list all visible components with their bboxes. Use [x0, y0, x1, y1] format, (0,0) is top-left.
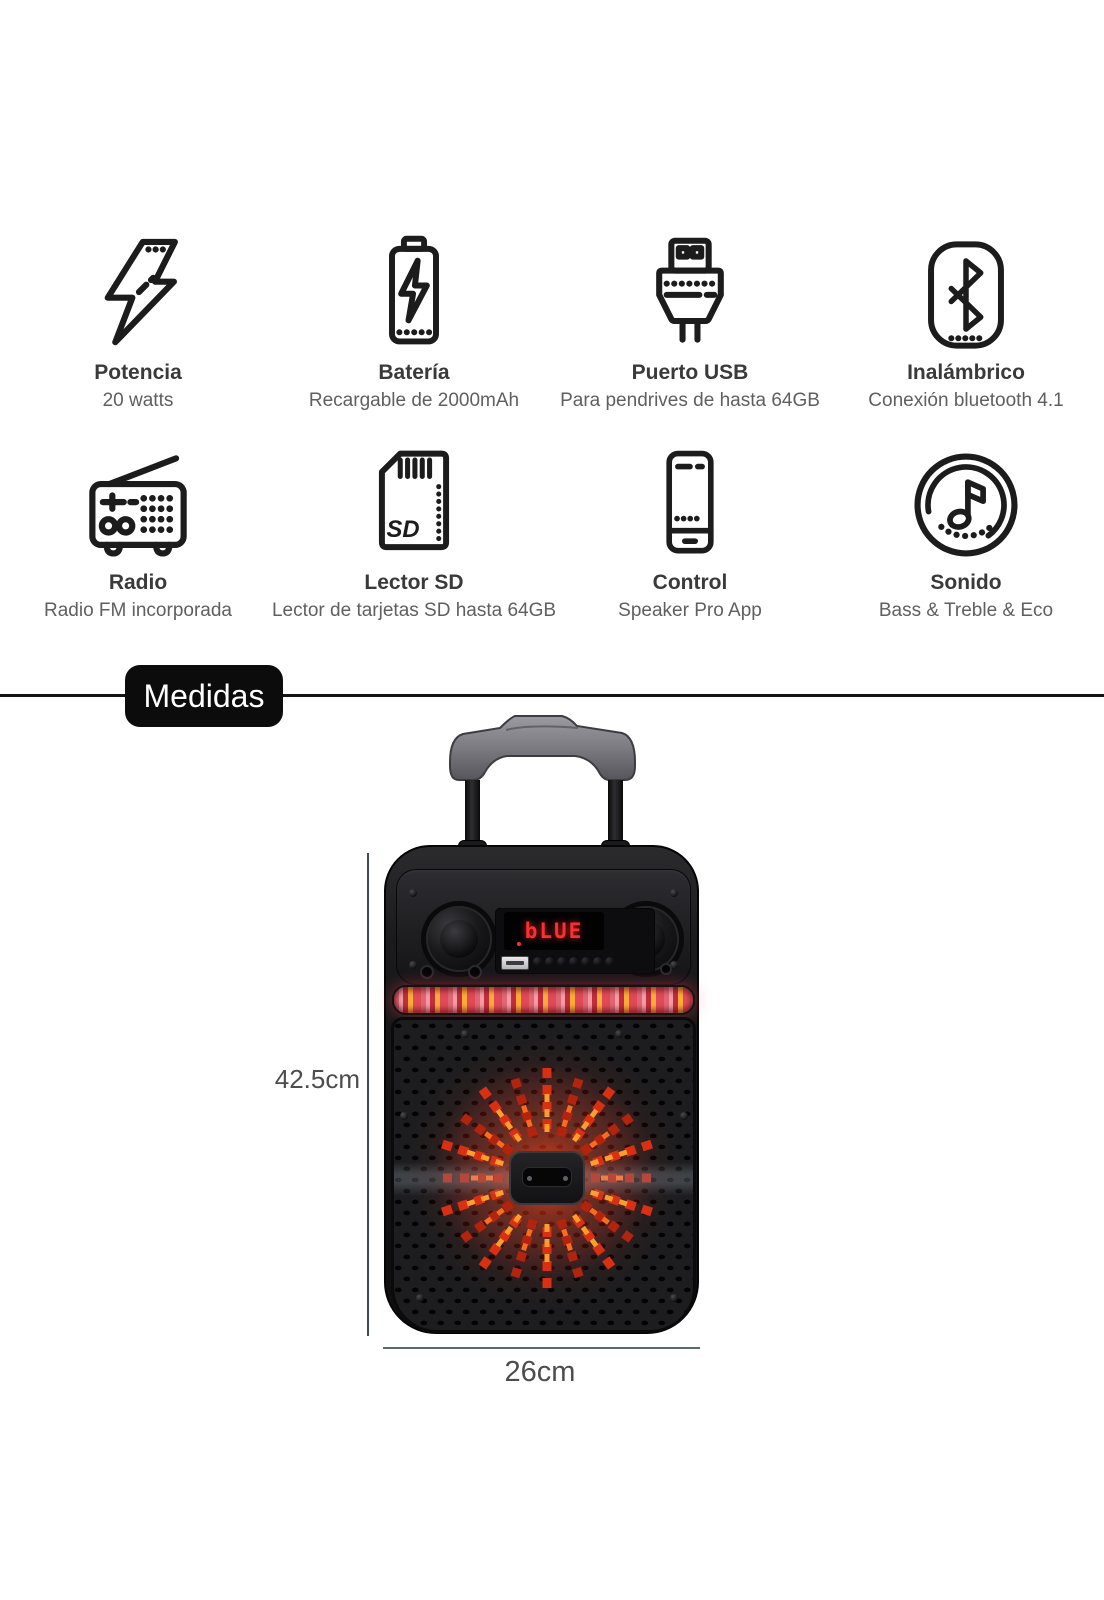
- feature-title: Batería: [378, 361, 450, 384]
- width-dimension-label: 26cm: [504, 1356, 576, 1388]
- panel-button: [533, 957, 542, 966]
- led-light-strip: [392, 985, 695, 1015]
- screw: [409, 961, 417, 969]
- feature-title: Radio: [108, 571, 168, 594]
- screw: [670, 889, 678, 897]
- screw: [400, 1112, 408, 1120]
- feature-description: Recargable de 2000mAh: [308, 390, 520, 411]
- dimension-line-width: [383, 1347, 700, 1349]
- screw: [416, 1294, 424, 1302]
- volume-knob-left: [426, 906, 492, 972]
- panel-button: [605, 957, 614, 966]
- height-dimension-label: 42.5cm: [274, 1064, 360, 1094]
- screw: [461, 1030, 469, 1038]
- center-hub: [509, 1151, 585, 1205]
- display-indicator-dot: [517, 942, 521, 946]
- feature-description: Speaker Pro App: [618, 600, 762, 621]
- measures-section-badge: Medidas: [125, 665, 283, 727]
- feature-description: Conexión bluetooth 4.1: [868, 390, 1064, 411]
- feature-title: Sonido: [930, 571, 1002, 594]
- screw: [615, 1030, 623, 1038]
- display-text: bLUE: [524, 919, 584, 943]
- screw: [670, 961, 678, 969]
- feature-title: Puerto USB: [631, 361, 749, 384]
- panel-button: [581, 957, 590, 966]
- feature-description: 20 watts: [102, 390, 174, 411]
- feature-sonido: [828, 432, 1104, 622]
- feature-description: Bass & Treble & Eco: [878, 600, 1054, 621]
- hub-dot: [527, 1176, 532, 1181]
- feature-potencia: [0, 222, 276, 412]
- feature-inalambrico: [828, 222, 1104, 412]
- feature-title: Control: [652, 571, 728, 594]
- battery-icon: [359, 222, 469, 352]
- dimension-line-height: [367, 853, 369, 1336]
- sd-card-icon: [359, 432, 469, 562]
- feature-title: Potencia: [94, 361, 182, 384]
- feature-puerto-usb: [552, 222, 828, 412]
- panel-button: [593, 957, 602, 966]
- feature-radio: [0, 432, 276, 622]
- lightning-icon: [86, 222, 190, 352]
- smartphone-icon: [638, 432, 742, 562]
- feature-lector-sd: [271, 432, 557, 622]
- feature-title: Lector SD: [364, 571, 464, 594]
- usb-port: [501, 956, 529, 970]
- panel-button: [545, 957, 554, 966]
- feature-control: [552, 432, 828, 622]
- feature-title: Inalámbrico: [907, 361, 1025, 384]
- feature-description: Radio FM incorporada: [44, 600, 232, 621]
- power-led: [662, 965, 670, 973]
- hub-dot: [563, 1176, 568, 1181]
- usb-plug-icon: [634, 222, 746, 352]
- feature-description: Para pendrives de hasta 64GB: [560, 390, 820, 411]
- mic-jack: [422, 967, 432, 977]
- display-module: [495, 908, 655, 974]
- control-panel: [396, 869, 691, 985]
- panel-button: [569, 957, 578, 966]
- radio-icon: [80, 432, 196, 562]
- aux-jack: [470, 967, 480, 977]
- panel-button: [557, 957, 566, 966]
- screw: [670, 1294, 678, 1302]
- screw: [680, 1112, 688, 1120]
- control-buttons: [533, 957, 614, 966]
- speaker-grille: [391, 1017, 696, 1333]
- speaker-image: [230, 700, 790, 1420]
- bluetooth-icon: [920, 222, 1012, 352]
- screw: [409, 889, 417, 897]
- sd-logo-text: SD: [386, 516, 420, 543]
- speaker-body: [384, 845, 699, 1334]
- feature-description: Lector de tarjetas SD hasta 64GB: [271, 600, 557, 621]
- feature-bateria: [276, 222, 552, 412]
- music-note-icon: [909, 432, 1023, 562]
- features-grid: [0, 0, 1104, 622]
